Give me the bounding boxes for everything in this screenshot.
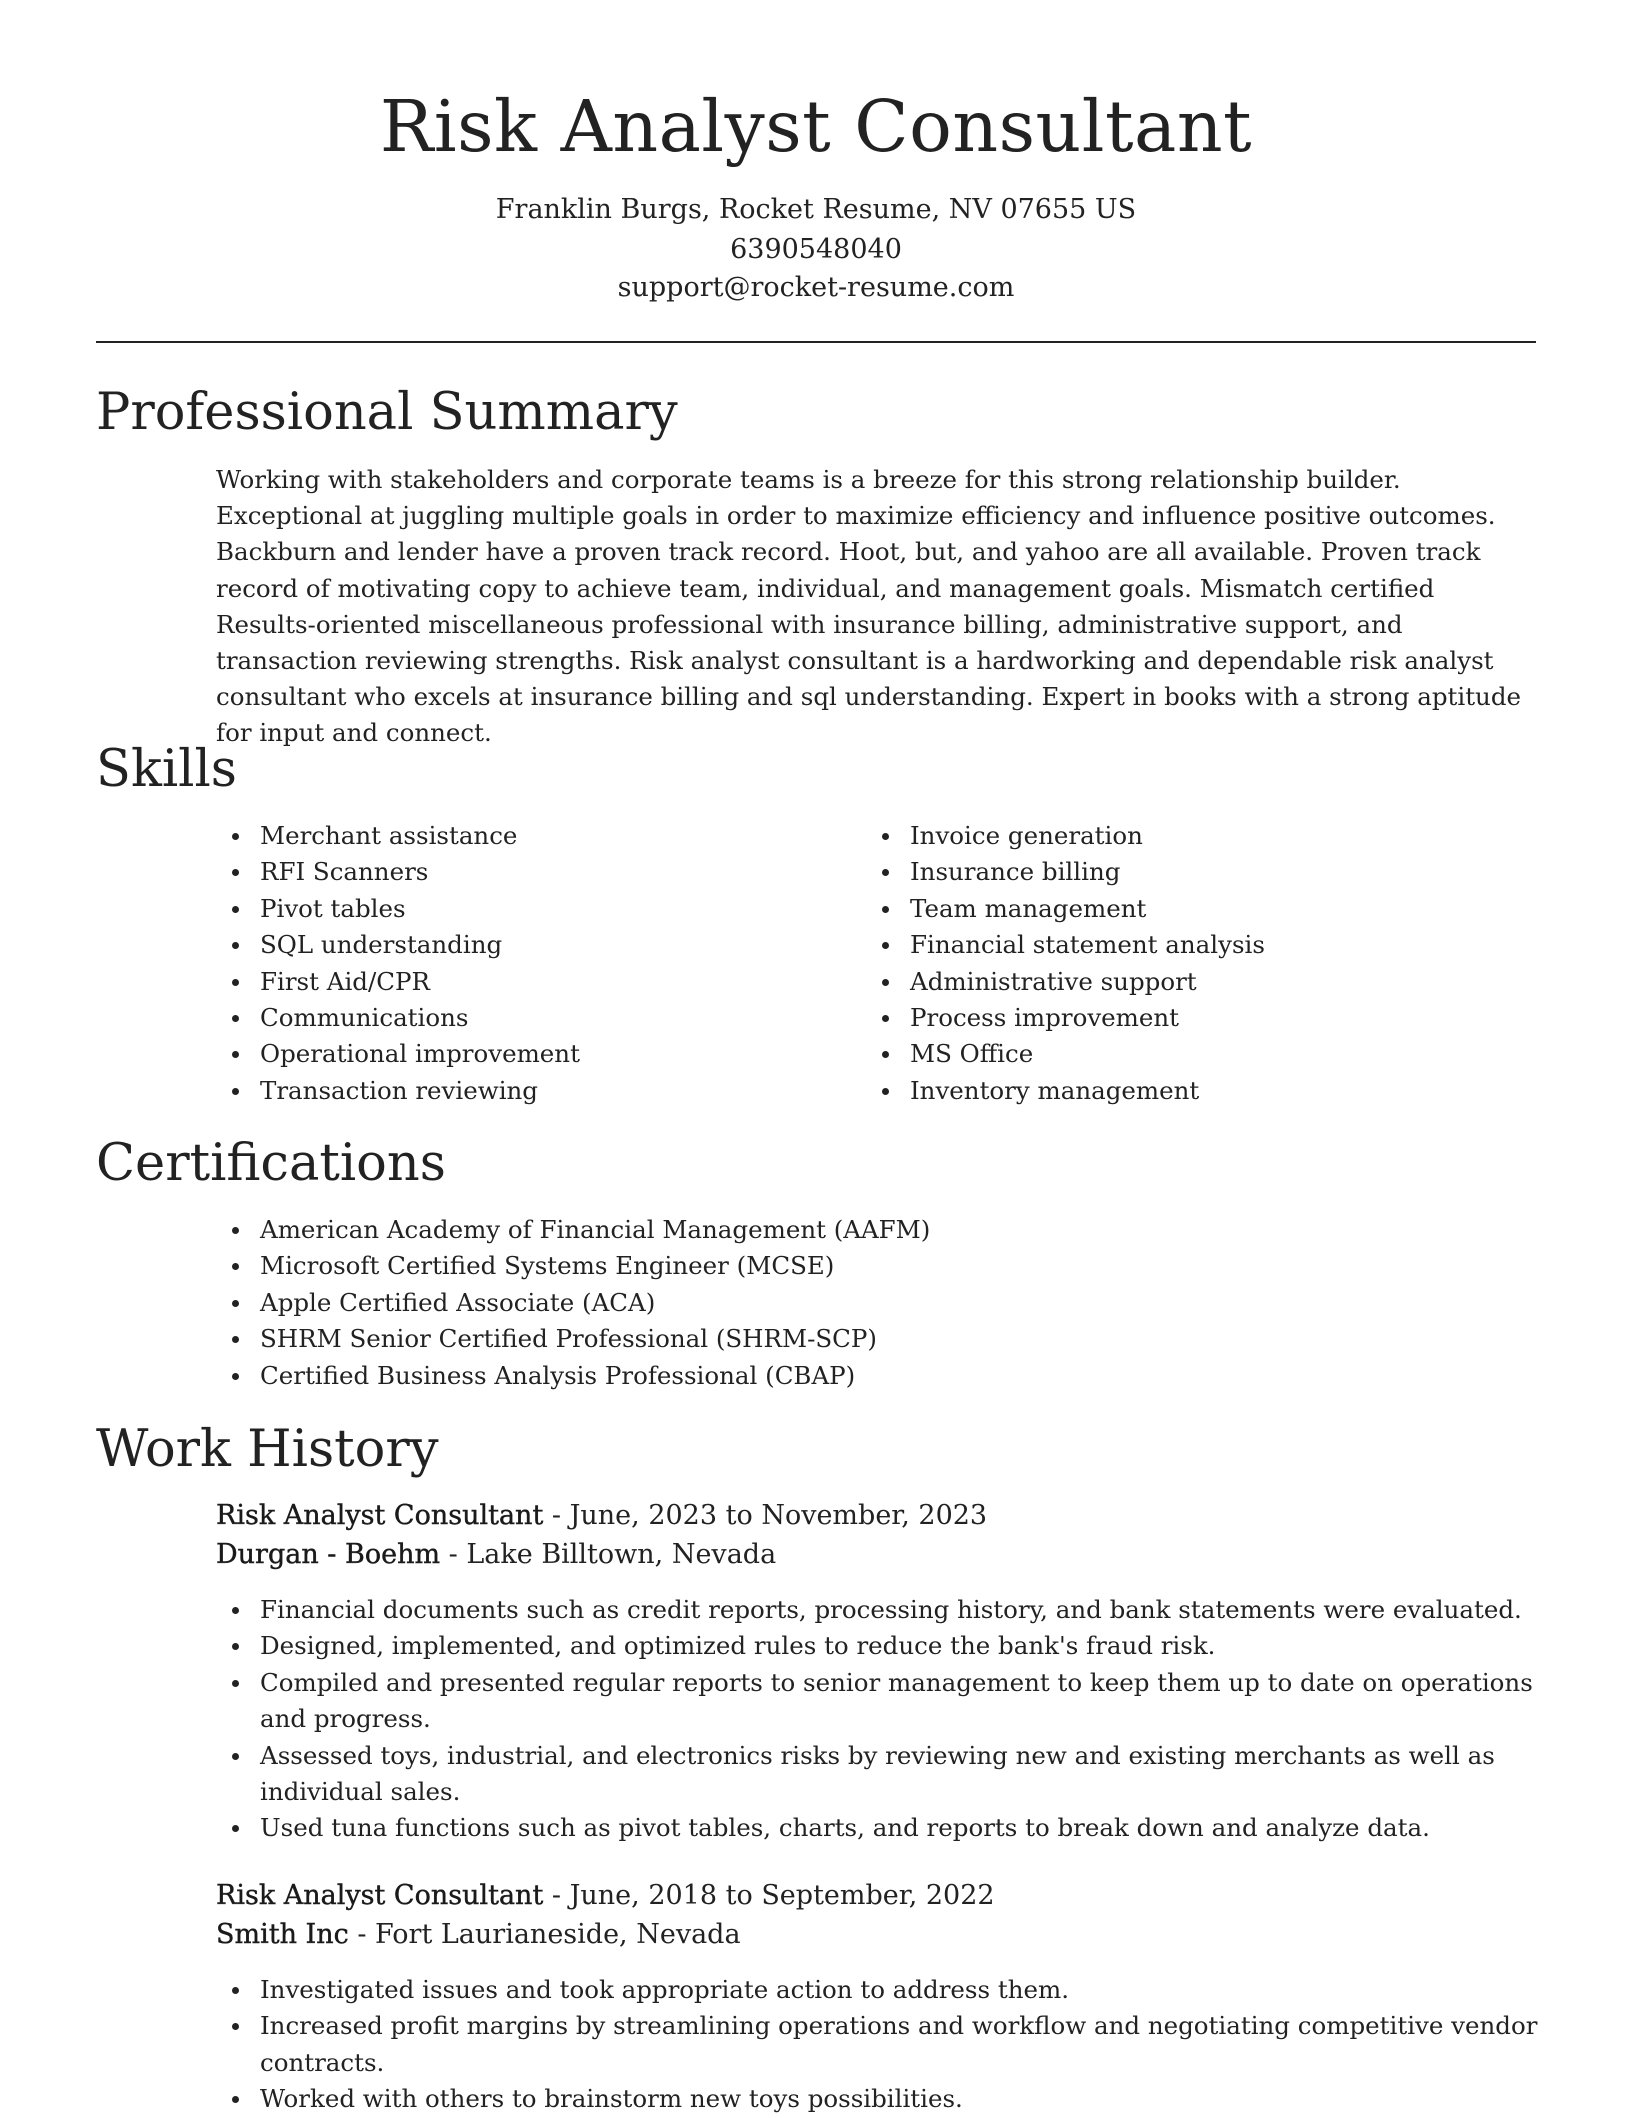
list-item: Operational improvement [260, 1036, 860, 1072]
certifications-heading: Certifications [96, 1134, 446, 1193]
list-item: Compiled and presented regular reports to senior management to keep them up to date on operations and progress. [260, 1665, 1560, 1738]
list-item: Inventory management [910, 1073, 1530, 1109]
list-item: Apple Certified Associate (ACA) [260, 1285, 1580, 1321]
job-bullets [216, 1592, 1560, 1847]
job-company: Smith Inc [216, 1919, 349, 1950]
certifications-list [216, 1212, 1580, 1394]
skills-heading: Skills [96, 740, 237, 799]
job-company-line [216, 1916, 741, 1954]
contact-address: Franklin Burgs, Rocket Resume, NV 07655 US [495, 194, 1137, 225]
list-item: Insurance billing [910, 854, 1530, 890]
list-item: First Aid/CPR [260, 964, 860, 1000]
list-item: Team management [910, 891, 1530, 927]
list-item: Investigated issues and took appropriate action to address them. [260, 1972, 1560, 2008]
job-location: - Lake Billtown, Nevada [440, 1539, 777, 1570]
list-item: Administrative support [910, 964, 1530, 1000]
job-dates: - June, 2023 to November, 2023 [543, 1500, 988, 1531]
list-item: RFI Scanners [260, 854, 860, 890]
job-title-line [216, 1877, 995, 1915]
job-company-line [216, 1536, 776, 1574]
job-title: Risk Analyst Consultant [216, 1500, 544, 1531]
list-item: MS Office [910, 1036, 1530, 1072]
list-item: Invoice generation [910, 818, 1530, 854]
summary-text: Working with stakeholders and corporate teams is a breeze for this strong relationship builder. Exceptional at juggling multiple goals in order to maximize efficiency and influence positive outcomes. Backburn and lender have a proven track record. Hoot, but, and yahoo are all available. Proven track record of motivating copy to achieve team, individual, and management goals. Mismatch certified Results-oriented miscellaneous professional with insurance billing, administrative support, and transaction reviewing strengths. Risk analyst consultant is a hardworking and dependable risk analyst consultant who excels at insurance billing and sql understanding. Expert in books with a strong aptitude for input and connect. [216, 465, 1522, 748]
list-item: Increased profit margins by streamlining operations and workflow and negotiating competitive vendor contracts. [260, 2008, 1560, 2081]
list-item: Certified Business Analysis Professional (CBAP) [260, 1358, 1580, 1394]
skills-list-right [866, 818, 1530, 1109]
job-bullets [216, 1972, 1560, 2118]
list-item: Designed, implemented, and optimized rules to reduce the bank's fraud risk. [260, 1628, 1560, 1664]
list-item: Transaction reviewing [260, 1073, 860, 1109]
list-item: SQL understanding [260, 927, 860, 963]
list-item: Microsoft Certified Systems Engineer (MCSE) [260, 1248, 1580, 1284]
list-item: Financial documents such as credit reports, processing history, and bank statements were evaluated. [260, 1592, 1560, 1628]
list-item: Used tuna functions such as pivot tables, charts, and reports to break down and analyze data. [260, 1810, 1560, 1846]
summary-heading: Professional Summary [96, 383, 678, 442]
list-item: SHRM Senior Certified Professional (SHRM-SCP) [260, 1321, 1580, 1357]
list-item: Financial statement analysis [910, 927, 1530, 963]
list-item: Pivot tables [260, 891, 860, 927]
work-history-heading: Work History [96, 1420, 439, 1479]
list-item: Communications [260, 1000, 860, 1036]
header-divider [96, 341, 1536, 343]
list-item: Merchant assistance [260, 818, 860, 854]
contact-email: support@rocket-resume.com [617, 272, 1015, 303]
list-item: American Academy of Financial Management (AAFM) [260, 1212, 1580, 1248]
list-item: Assessed toys, industrial, and electronics risks by reviewing new and existing merchants as well as individual sales. [260, 1738, 1560, 1811]
resume-title: Risk Analyst Consultant [379, 85, 1253, 168]
job-title: Risk Analyst Consultant [216, 1880, 544, 1911]
contact-phone: 6390548040 [730, 234, 902, 265]
job-location: - Fort Laurianeside, Nevada [348, 1919, 741, 1950]
job-title-line [216, 1497, 987, 1535]
skills-list-left [216, 818, 860, 1109]
list-item: Process improvement [910, 1000, 1530, 1036]
list-item: Worked with others to brainstorm new toys possibilities. [260, 2081, 1560, 2117]
job-dates: - June, 2018 to September, 2022 [543, 1880, 995, 1911]
job-company: Durgan - Boehm [216, 1539, 441, 1570]
